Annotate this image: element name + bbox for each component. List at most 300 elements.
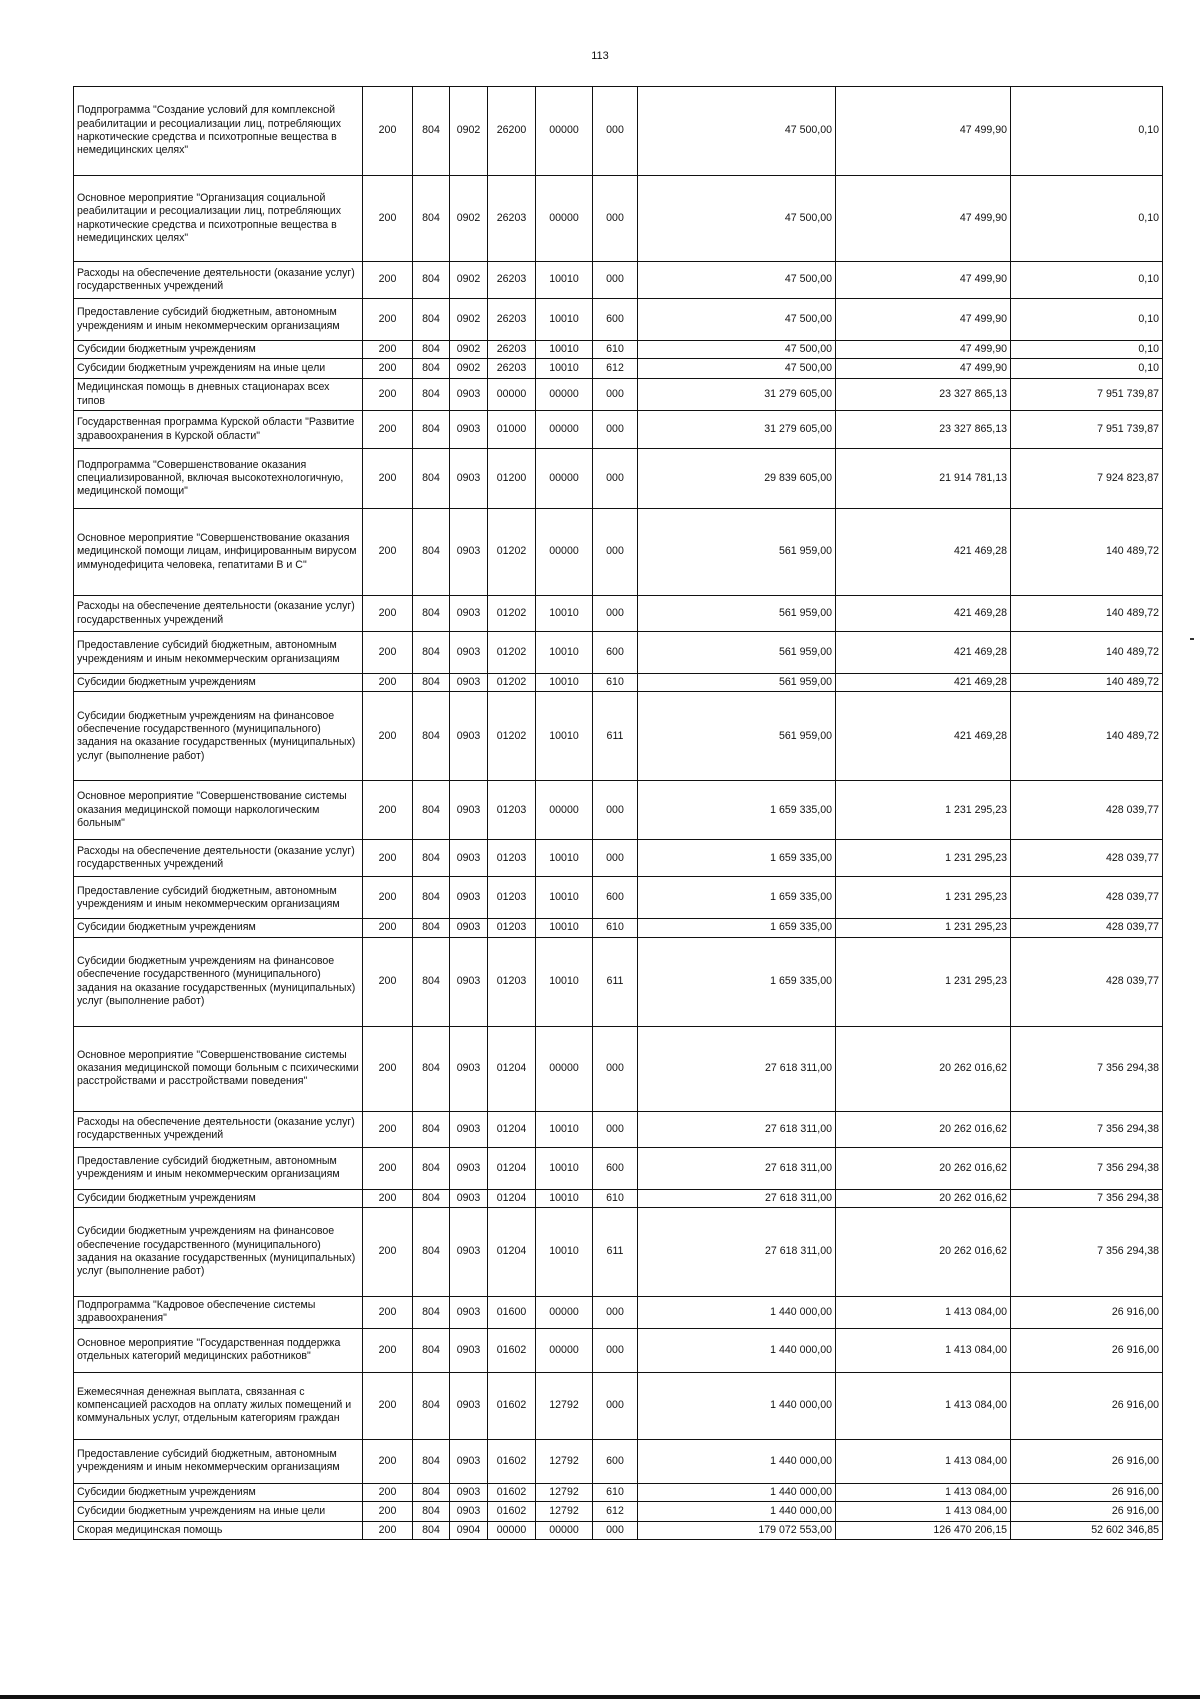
direction-code: 00000: [536, 176, 593, 262]
remainder-amount: 26 916,00: [1011, 1372, 1163, 1439]
row-name: Предоставление субсидий бюджетным, автономным учреждениям и иным некоммерческим организациям: [74, 299, 363, 341]
remainder-amount: 7 356 294,38: [1011, 1111, 1163, 1147]
planned-amount: 1 440 000,00: [638, 1483, 836, 1501]
planned-amount: 47 500,00: [638, 262, 836, 299]
direction-code: 00000: [536, 1026, 593, 1111]
table-row: [74, 1328, 1163, 1372]
expense-type-code: 000: [593, 449, 638, 509]
kved-code: 200: [363, 632, 413, 674]
direction-code: 00000: [536, 781, 593, 840]
remainder-amount: 140 489,72: [1011, 632, 1163, 674]
remainder-amount: 26 916,00: [1011, 1328, 1163, 1372]
planned-amount: 1 659 335,00: [638, 919, 836, 937]
row-name: Субсидии бюджетным учреждениям на финансовое обеспечение государственного (муниципального) задания на оказание государственных (муниципальных) услуг (выполнение работ): [74, 937, 363, 1026]
kved-code: 200: [363, 937, 413, 1026]
bottom-scan-border: [0, 1695, 1200, 1699]
section-code: 804: [413, 87, 450, 176]
section-code: 804: [413, 1189, 450, 1207]
row-name: Подпрограмма "Создание условий для комплексной реабилитации и ресоциализации лиц, потребляющих наркотические средства и психотропные вещества в немедицинских целях": [74, 87, 363, 176]
expense-type-code: 600: [593, 1147, 638, 1189]
subsection-code: 0903: [450, 1208, 488, 1297]
executed-amount: 47 499,90: [836, 359, 1011, 379]
remainder-amount: 0,10: [1011, 341, 1163, 359]
kved-code: 200: [363, 341, 413, 359]
planned-amount: 1 440 000,00: [638, 1372, 836, 1439]
direction-code: 10010: [536, 1189, 593, 1207]
program-code: 26200: [488, 87, 536, 176]
executed-amount: 47 499,90: [836, 87, 1011, 176]
subsection-code: 0902: [450, 176, 488, 262]
row-name: Расходы на обеспечение деятельности (оказание услуг) государственных учреждений: [74, 840, 363, 877]
section-code: 804: [413, 341, 450, 359]
planned-amount: 47 500,00: [638, 359, 836, 379]
program-code: 01202: [488, 692, 536, 781]
remainder-amount: 0,10: [1011, 87, 1163, 176]
table-row: [74, 1147, 1163, 1189]
executed-amount: 20 262 016,62: [836, 1147, 1011, 1189]
program-code: 01204: [488, 1026, 536, 1111]
row-name: Субсидии бюджетным учреждениям на финансовое обеспечение государственного (муниципального) задания на оказание государственных (муниципальных) услуг (выполнение работ): [74, 692, 363, 781]
direction-code: 10010: [536, 877, 593, 919]
section-code: 804: [413, 1372, 450, 1439]
section-code: 804: [413, 1208, 450, 1297]
kved-code: 200: [363, 1502, 413, 1522]
table-body: [74, 87, 1163, 1540]
program-code: 26203: [488, 262, 536, 299]
table-row: [74, 359, 1163, 379]
executed-amount: 20 262 016,62: [836, 1111, 1011, 1147]
subsection-code: 0903: [450, 1372, 488, 1439]
section-code: 804: [413, 937, 450, 1026]
program-code: 01203: [488, 840, 536, 877]
expense-type-code: 600: [593, 632, 638, 674]
kved-code: 200: [363, 411, 413, 449]
section-code: 804: [413, 1483, 450, 1501]
expense-type-code: 000: [593, 1522, 638, 1540]
executed-amount: 1 413 084,00: [836, 1502, 1011, 1522]
expense-type-code: 610: [593, 919, 638, 937]
table-row: [74, 87, 1163, 176]
planned-amount: 27 618 311,00: [638, 1147, 836, 1189]
page-number: 113: [591, 50, 609, 62]
planned-amount: 561 959,00: [638, 509, 836, 596]
direction-code: 10010: [536, 919, 593, 937]
expense-type-code: 610: [593, 1483, 638, 1501]
program-code: 01203: [488, 919, 536, 937]
subsection-code: 0903: [450, 877, 488, 919]
remainder-amount: 0,10: [1011, 299, 1163, 341]
direction-code: 10010: [536, 937, 593, 1026]
executed-amount: 21 914 781,13: [836, 449, 1011, 509]
margin-mark: [1190, 638, 1194, 640]
table-row: [74, 509, 1163, 596]
kved-code: 200: [363, 176, 413, 262]
program-code: 26203: [488, 359, 536, 379]
kved-code: 200: [363, 1111, 413, 1147]
subsection-code: 0903: [450, 1111, 488, 1147]
executed-amount: 421 469,28: [836, 674, 1011, 692]
direction-code: 10010: [536, 1147, 593, 1189]
expense-type-code: 000: [593, 1111, 638, 1147]
table-row: [74, 1189, 1163, 1207]
kved-code: 200: [363, 674, 413, 692]
subsection-code: 0903: [450, 449, 488, 509]
subsection-code: 0903: [450, 379, 488, 411]
subsection-code: 0903: [450, 1328, 488, 1372]
subsection-code: 0903: [450, 937, 488, 1026]
section-code: 804: [413, 1439, 450, 1483]
program-code: 01600: [488, 1297, 536, 1329]
table-row: [74, 1522, 1163, 1540]
direction-code: 10010: [536, 596, 593, 632]
program-code: 01204: [488, 1147, 536, 1189]
direction-code: 00000: [536, 509, 593, 596]
program-code: 01202: [488, 509, 536, 596]
planned-amount: 27 618 311,00: [638, 1026, 836, 1111]
direction-code: 10010: [536, 359, 593, 379]
remainder-amount: 428 039,77: [1011, 781, 1163, 840]
kved-code: 200: [363, 1522, 413, 1540]
direction-code: 00000: [536, 1297, 593, 1329]
subsection-code: 0903: [450, 1502, 488, 1522]
table-row: [74, 692, 1163, 781]
expense-type-code: 600: [593, 1439, 638, 1483]
expense-type-code: 000: [593, 840, 638, 877]
direction-code: 10010: [536, 674, 593, 692]
kved-code: 200: [363, 919, 413, 937]
subsection-code: 0903: [450, 1026, 488, 1111]
section-code: 804: [413, 781, 450, 840]
planned-amount: 1 440 000,00: [638, 1328, 836, 1372]
row-name: Основное мероприятие "Государственная поддержка отдельных категорий медицинских работников": [74, 1328, 363, 1372]
table-row: [74, 674, 1163, 692]
planned-amount: 31 279 605,00: [638, 379, 836, 411]
table-row: [74, 840, 1163, 877]
section-code: 804: [413, 692, 450, 781]
direction-code: 12792: [536, 1483, 593, 1501]
section-code: 804: [413, 449, 450, 509]
planned-amount: 561 959,00: [638, 632, 836, 674]
section-code: 804: [413, 877, 450, 919]
program-code: 26203: [488, 299, 536, 341]
remainder-amount: 0,10: [1011, 262, 1163, 299]
kved-code: 200: [363, 1372, 413, 1439]
direction-code: 12792: [536, 1439, 593, 1483]
expense-type-code: 000: [593, 379, 638, 411]
planned-amount: 47 500,00: [638, 176, 836, 262]
table-row: [74, 411, 1163, 449]
remainder-amount: 26 916,00: [1011, 1483, 1163, 1501]
subsection-code: 0902: [450, 262, 488, 299]
direction-code: 12792: [536, 1502, 593, 1522]
direction-code: 10010: [536, 1208, 593, 1297]
program-code: 01200: [488, 449, 536, 509]
kved-code: 200: [363, 1208, 413, 1297]
planned-amount: 561 959,00: [638, 596, 836, 632]
executed-amount: 1 231 295,23: [836, 840, 1011, 877]
subsection-code: 0904: [450, 1522, 488, 1540]
section-code: 804: [413, 509, 450, 596]
kved-code: 200: [363, 1439, 413, 1483]
table-row: [74, 262, 1163, 299]
program-code: 01602: [488, 1372, 536, 1439]
planned-amount: 1 440 000,00: [638, 1502, 836, 1522]
remainder-amount: 140 489,72: [1011, 674, 1163, 692]
section-code: 804: [413, 262, 450, 299]
row-name: Субсидии бюджетным учреждениям: [74, 919, 363, 937]
program-code: 00000: [488, 1522, 536, 1540]
row-name: Субсидии бюджетным учреждениям на иные цели: [74, 359, 363, 379]
expense-type-code: 610: [593, 341, 638, 359]
kved-code: 200: [363, 1026, 413, 1111]
direction-code: 10010: [536, 1111, 593, 1147]
row-name: Субсидии бюджетным учреждениям: [74, 1189, 363, 1207]
remainder-amount: 7 356 294,38: [1011, 1026, 1163, 1111]
row-name: Основное мероприятие "Совершенствование системы оказания медицинской помощи наркологическим больным": [74, 781, 363, 840]
expense-type-code: 610: [593, 674, 638, 692]
section-code: 804: [413, 674, 450, 692]
program-code: 01000: [488, 411, 536, 449]
direction-code: 00000: [536, 449, 593, 509]
row-name: Основное мероприятие "Совершенствование системы оказания медицинской помощи больным с психическими расстройствами и расстройствами поведения": [74, 1026, 363, 1111]
row-name: Предоставление субсидий бюджетным, автономным учреждениям и иным некоммерческим организациям: [74, 1439, 363, 1483]
planned-amount: 1 659 335,00: [638, 877, 836, 919]
section-code: 804: [413, 359, 450, 379]
remainder-amount: 7 951 739,87: [1011, 379, 1163, 411]
kved-code: 200: [363, 1189, 413, 1207]
expense-type-code: 000: [593, 87, 638, 176]
section-code: 804: [413, 1147, 450, 1189]
table-row: [74, 1439, 1163, 1483]
row-name: Предоставление субсидий бюджетным, автономным учреждениям и иным некоммерческим организациям: [74, 632, 363, 674]
expense-type-code: 000: [593, 509, 638, 596]
kved-code: 200: [363, 379, 413, 411]
remainder-amount: 428 039,77: [1011, 877, 1163, 919]
executed-amount: 1 413 084,00: [836, 1297, 1011, 1329]
remainder-amount: 7 924 823,87: [1011, 449, 1163, 509]
program-code: 01202: [488, 596, 536, 632]
direction-code: 00000: [536, 379, 593, 411]
executed-amount: 126 470 206,15: [836, 1522, 1011, 1540]
row-name: Медицинская помощь в дневных стационарах всех типов: [74, 379, 363, 411]
program-code: 01203: [488, 781, 536, 840]
expense-type-code: 000: [593, 176, 638, 262]
direction-code: 10010: [536, 341, 593, 359]
planned-amount: 561 959,00: [638, 692, 836, 781]
section-code: 804: [413, 840, 450, 877]
section-code: 804: [413, 1522, 450, 1540]
program-code: 26203: [488, 176, 536, 262]
subsection-code: 0903: [450, 1439, 488, 1483]
program-code: 00000: [488, 379, 536, 411]
table-row: [74, 1111, 1163, 1147]
subsection-code: 0903: [450, 781, 488, 840]
row-name: Основное мероприятие "Организация социальной реабилитации и ресоциализации лиц, потребляющих наркотические средства и психотропные вещества в немедицинских целях": [74, 176, 363, 262]
remainder-amount: 428 039,77: [1011, 937, 1163, 1026]
expense-type-code: 600: [593, 299, 638, 341]
executed-amount: 421 469,28: [836, 632, 1011, 674]
remainder-amount: 7 356 294,38: [1011, 1208, 1163, 1297]
expense-type-code: 000: [593, 1026, 638, 1111]
executed-amount: 47 499,90: [836, 341, 1011, 359]
table-row: [74, 176, 1163, 262]
subsection-code: 0902: [450, 87, 488, 176]
planned-amount: 1 659 335,00: [638, 781, 836, 840]
subsection-code: 0903: [450, 632, 488, 674]
direction-code: 10010: [536, 692, 593, 781]
executed-amount: 23 327 865,13: [836, 379, 1011, 411]
program-code: 01204: [488, 1189, 536, 1207]
section-code: 804: [413, 632, 450, 674]
planned-amount: 31 279 605,00: [638, 411, 836, 449]
planned-amount: 47 500,00: [638, 299, 836, 341]
row-name: Расходы на обеспечение деятельности (оказание услуг) государственных учреждений: [74, 1111, 363, 1147]
executed-amount: 23 327 865,13: [836, 411, 1011, 449]
budget-execution-table: [73, 86, 1163, 1540]
executed-amount: 47 499,90: [836, 262, 1011, 299]
row-name: Подпрограмма "Кадровое обеспечение системы здравоохранения": [74, 1297, 363, 1329]
section-code: 804: [413, 379, 450, 411]
direction-code: 10010: [536, 840, 593, 877]
planned-amount: 561 959,00: [638, 674, 836, 692]
program-code: 01602: [488, 1483, 536, 1501]
table-row: [74, 1372, 1163, 1439]
expense-type-code: 600: [593, 877, 638, 919]
table-row: [74, 1502, 1163, 1522]
kved-code: 200: [363, 877, 413, 919]
kved-code: 200: [363, 692, 413, 781]
subsection-code: 0903: [450, 411, 488, 449]
table-row: [74, 632, 1163, 674]
kved-code: 200: [363, 596, 413, 632]
kved-code: 200: [363, 781, 413, 840]
row-name: Субсидии бюджетным учреждениям на финансовое обеспечение государственного (муниципального) задания на оказание государственных (муниципальных) услуг (выполнение работ): [74, 1208, 363, 1297]
kved-code: 200: [363, 262, 413, 299]
expense-type-code: 000: [593, 411, 638, 449]
remainder-amount: 26 916,00: [1011, 1297, 1163, 1329]
planned-amount: 47 500,00: [638, 87, 836, 176]
subsection-code: 0903: [450, 919, 488, 937]
executed-amount: 47 499,90: [836, 299, 1011, 341]
program-code: 01202: [488, 632, 536, 674]
subsection-code: 0903: [450, 1147, 488, 1189]
remainder-amount: 7 356 294,38: [1011, 1189, 1163, 1207]
subsection-code: 0902: [450, 299, 488, 341]
planned-amount: 29 839 605,00: [638, 449, 836, 509]
program-code: 01602: [488, 1502, 536, 1522]
remainder-amount: 7 356 294,38: [1011, 1147, 1163, 1189]
kved-code: 200: [363, 359, 413, 379]
subsection-code: 0902: [450, 359, 488, 379]
planned-amount: 179 072 553,00: [638, 1522, 836, 1540]
section-code: 804: [413, 1328, 450, 1372]
executed-amount: 421 469,28: [836, 596, 1011, 632]
expense-type-code: 610: [593, 1189, 638, 1207]
remainder-amount: 140 489,72: [1011, 692, 1163, 781]
executed-amount: 20 262 016,62: [836, 1026, 1011, 1111]
planned-amount: 47 500,00: [638, 341, 836, 359]
expense-type-code: 611: [593, 937, 638, 1026]
table-row: [74, 1026, 1163, 1111]
program-code: 01204: [488, 1111, 536, 1147]
executed-amount: 20 262 016,62: [836, 1189, 1011, 1207]
expense-type-code: 000: [593, 1297, 638, 1329]
kved-code: 200: [363, 840, 413, 877]
remainder-amount: 26 916,00: [1011, 1439, 1163, 1483]
planned-amount: 1 659 335,00: [638, 937, 836, 1026]
program-code: 01602: [488, 1439, 536, 1483]
table-row: [74, 919, 1163, 937]
section-code: 804: [413, 176, 450, 262]
expense-type-code: 612: [593, 359, 638, 379]
subsection-code: 0903: [450, 674, 488, 692]
table-row: [74, 877, 1163, 919]
expense-type-code: 611: [593, 1208, 638, 1297]
section-code: 804: [413, 411, 450, 449]
table-row: [74, 937, 1163, 1026]
remainder-amount: 140 489,72: [1011, 596, 1163, 632]
table-row: [74, 596, 1163, 632]
remainder-amount: 52 602 346,85: [1011, 1522, 1163, 1540]
executed-amount: 47 499,90: [836, 176, 1011, 262]
executed-amount: 1 231 295,23: [836, 781, 1011, 840]
expense-type-code: 000: [593, 262, 638, 299]
row-name: Предоставление субсидий бюджетным, автономным учреждениям и иным некоммерческим организациям: [74, 1147, 363, 1189]
section-code: 804: [413, 596, 450, 632]
section-code: 804: [413, 1026, 450, 1111]
remainder-amount: 428 039,77: [1011, 919, 1163, 937]
direction-code: 00000: [536, 1328, 593, 1372]
table-row: [74, 341, 1163, 359]
expense-type-code: 000: [593, 1372, 638, 1439]
remainder-amount: 140 489,72: [1011, 509, 1163, 596]
expense-type-code: 000: [593, 596, 638, 632]
kved-code: 200: [363, 299, 413, 341]
executed-amount: 421 469,28: [836, 692, 1011, 781]
subsection-code: 0903: [450, 1483, 488, 1501]
subsection-code: 0902: [450, 341, 488, 359]
expense-type-code: 000: [593, 781, 638, 840]
kved-code: 200: [363, 1147, 413, 1189]
direction-code: 12792: [536, 1372, 593, 1439]
kved-code: 200: [363, 509, 413, 596]
row-name: Субсидии бюджетным учреждениям на иные цели: [74, 1502, 363, 1522]
remainder-amount: 0,10: [1011, 176, 1163, 262]
executed-amount: 20 262 016,62: [836, 1208, 1011, 1297]
planned-amount: 27 618 311,00: [638, 1111, 836, 1147]
planned-amount: 1 440 000,00: [638, 1439, 836, 1483]
program-code: 01204: [488, 1208, 536, 1297]
section-code: 804: [413, 299, 450, 341]
program-code: 01602: [488, 1328, 536, 1372]
kved-code: 200: [363, 1297, 413, 1329]
section-code: 804: [413, 1297, 450, 1329]
table-row: [74, 1297, 1163, 1329]
row-name: Предоставление субсидий бюджетным, автономным учреждениям и иным некоммерческим организациям: [74, 877, 363, 919]
row-name: Расходы на обеспечение деятельности (оказание услуг) государственных учреждений: [74, 262, 363, 299]
subsection-code: 0903: [450, 692, 488, 781]
executed-amount: 1 231 295,23: [836, 877, 1011, 919]
expense-type-code: 611: [593, 692, 638, 781]
kved-code: 200: [363, 87, 413, 176]
subsection-code: 0903: [450, 1297, 488, 1329]
remainder-amount: 428 039,77: [1011, 840, 1163, 877]
executed-amount: 421 469,28: [836, 509, 1011, 596]
program-code: 01203: [488, 877, 536, 919]
row-name: Субсидии бюджетным учреждениям: [74, 341, 363, 359]
table-row: [74, 1483, 1163, 1501]
table-row: [74, 1208, 1163, 1297]
